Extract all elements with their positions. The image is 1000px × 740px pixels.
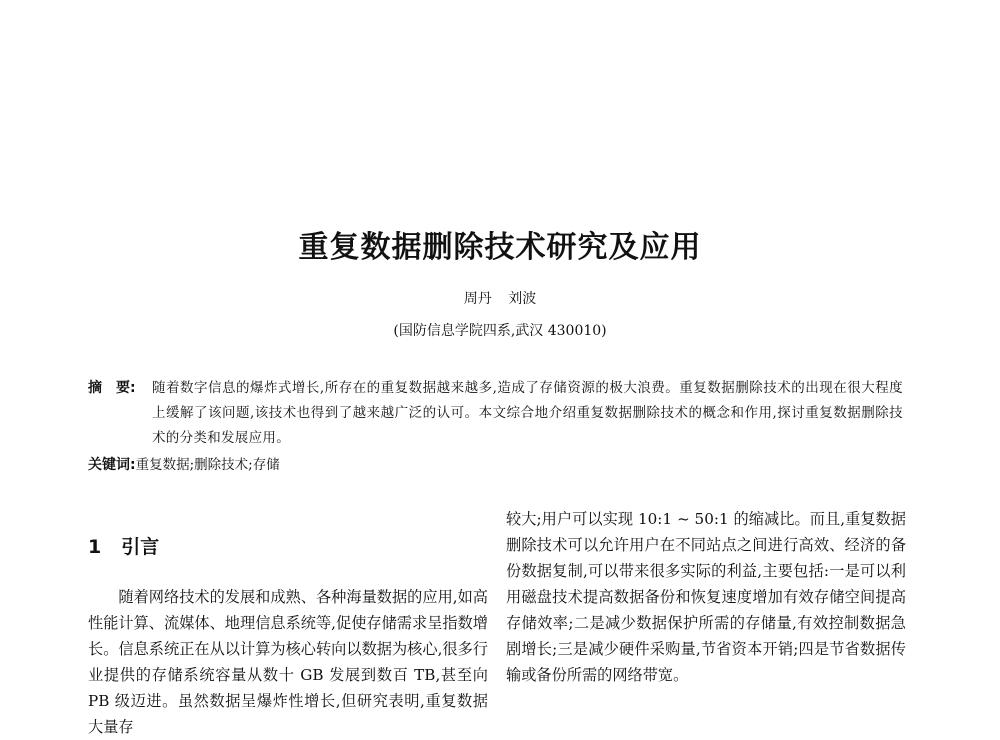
- section-title: 引言: [121, 536, 160, 558]
- abstract-block: [88, 376, 903, 478]
- keywords-label: 关键词:: [88, 457, 136, 473]
- section-number: 1: [88, 536, 102, 558]
- section-heading: [88, 532, 159, 559]
- right-column-text: 较大;用户可以实现 10:1 ~ 50:1 的缩减比。而且,重复数据删除技术可以允许用户在不同站点之间进行高效、经济的备份数据复制,可以带来很多实际的利益,主要包括:一是可以利用磁盘技术提高数据备份和恢复速度增加有效存储空间提高存储效率;二是减少数据保护所需的存储量,有效控制数据急剧增长;三是减少硬件采购量,节省资本开销;四是节省数据传输或备份所需的网络带宽。: [506, 510, 906, 684]
- left-column-text: 随着网络技术的发展和成熟、各种海量数据的应用,如高性能计算、流媒体、地理信息系统等,促使存储需求呈指数增长。信息系统正在从以计算为核心转向以数据为核心,很多行业提供的存储系统容量从数十 GB 发展到数百 TB,甚至向 PB 级迈进。虽然数据呈爆炸性增长,但研究表明,重复数据大量存: [88, 588, 488, 736]
- keywords-text: 重复数据;删除技术;存储: [135, 457, 280, 473]
- abstract-row: [88, 376, 903, 451]
- abstract-label: 摘 要:: [88, 380, 136, 396]
- paper-title: 重复数据删除技术研究及应用: [298, 230, 702, 265]
- abstract-text: 随着数字信息的爆炸式增长,所存在的重复数据越来越多,造成了存储资源的极大浪费。重复数据删除技术的出现在很大程度上缓解了该问题,该技术也得到了越来越广泛的认可。本文综合地介绍重复数据删除技术的概念和作用,探讨重复数据删除技术的分类和发展应用。: [152, 380, 903, 446]
- keywords-row: [88, 453, 903, 478]
- authors: 周丹 刘波: [463, 291, 537, 307]
- affiliation: (国防信息学院四系,武汉 430010): [393, 323, 607, 339]
